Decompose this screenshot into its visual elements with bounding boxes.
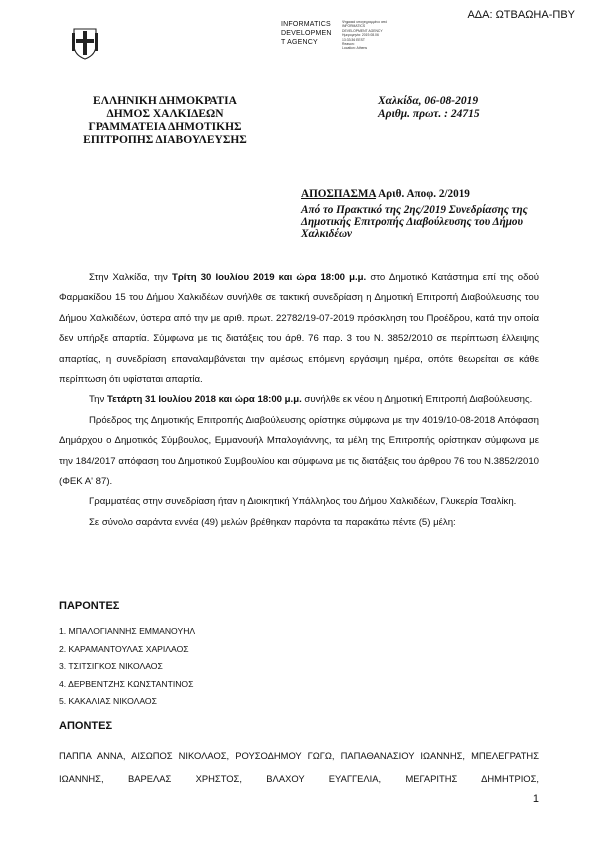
- signature-details: Ψηφιακά υπογεγραμμένο από INFORMATICS DEVELOPMENT AGENCY Ημερομηνία: 2019.08.06 13:33:36 EEST Reason: Location: Athens: [342, 20, 388, 51]
- extract-label: ΑΠΟΣΠΑΣΜΑ: [301, 188, 376, 200]
- document-body: [59, 268, 539, 533]
- present-heading: ΠΑΡΟΝΤΕΣ: [59, 600, 120, 612]
- list-item: 3. ΤΣΙΤΣΙΓΚΟΣ ΝΙΚΟΛΑΟΣ: [59, 661, 163, 672]
- present-list: [59, 623, 195, 711]
- extract-title: [301, 188, 541, 240]
- absent-heading: ΑΠΟΝΤΕΣ: [59, 720, 113, 732]
- paragraph-4: Γραμματέας στην συνεδρίαση ήταν η Διοικητική Υπάλληλος του Δήμου Χαλκιδέων, Γλυκερία Τσαλίκη.: [89, 496, 517, 508]
- list-item: 1. ΜΠΑΛΟΓΙΑΝΝΗΣ ΕΜΜΑΝΟΥΗΛ: [59, 626, 196, 636]
- paragraph-5: Σε σύνολο σαράντα εννέα (49) μελών βρέθηκαν παρόντα τα παρακάτω πέντε (5) μέλη:: [89, 516, 456, 528]
- absent-list: ΠΑΠΠΑ ΑΝΝΑ, ΑΙΣΩΠΟΣ ΝΙΚΟΛΑΟΣ, ΡΟΥΣΟΔΗΜΟΥ ΓΩΓΩ, ΠΑΠΑΘΑΝΑΣΙΟΥ ΙΩΑΝΝΗΣ, ΜΠΕΛΕΓΡΑΤΗΣ ΙΩΑΝΝΗΣ, ΒΑΡΕΛΑΣ ΧΡΗΣΤΟΣ, ΒΛΑΧΟΥ ΕΥΑΓΓΕΛΙΑ, ΜΕΓΑΡΙΤΗΣ ΔΗΜΗΤΡΙΟΣ,: [59, 750, 539, 784]
- protocol-number: Αριθμ. πρωτ. : 24715: [378, 108, 480, 120]
- document-date: Χαλκίδα, 06-08-2019: [378, 95, 479, 107]
- extract-subtitle: Από το Πρακτικό της 2ης/2019 Συνεδρίασης της Δημοτικής Επιτροπής Διαβούλευσης του Δήμου Χαλκιδέων: [301, 204, 528, 240]
- date-protocol: [378, 95, 480, 121]
- decision-number: Αριθ. Αποφ. 2/2019: [375, 188, 470, 200]
- paragraph-2: Την Τετάρτη 31 Ιουλίου 2018 και ώρα 18:00 μ.μ. συνήλθε εκ νέου η Δημοτική Επιτροπή Διαβούλευσης.: [89, 394, 533, 406]
- ada-code: ΑΔΑ: ΩΤΒΑΩΗΑ-ΠΒΥ: [467, 9, 575, 21]
- page-number: 1: [532, 793, 539, 805]
- issuer-header: ΕΛΛΗΝΙΚΗ ΔΗΜΟΚΡΑΤΙΑ ΔΗΜΟΣ ΧΑΛΚΙΔΕΩΝ ΓΡΑΜΜΑΤΕΙΑ ΔΗΜΟΤΙΚΗΣ ΕΠΙΤΡΟΠΗΣ ΔΙΑΒΟΥΛΕΥΣΗΣ: [83, 95, 247, 146]
- list-item: 5. ΚΑΚΑΛΙΑΣ ΝΙΚΟΛΑΟΣ: [59, 696, 157, 707]
- greek-emblem-icon: [68, 25, 102, 61]
- list-item: 2. ΚΑΡΑΜΑΝΤΟΥΛΑΣ ΧΑΡΙΛΑΟΣ: [59, 643, 189, 654]
- signature-agency: INFORMATICS DEVELOPMEN T AGENCY: [281, 21, 332, 46]
- paragraph-3: Πρόεδρος της Δημοτικής Επιτροπής Διαβούλευσης ορίστηκε σύμφωνα με την 4019/10-08-2018 Απόφαση Δημάρχου ο Δημοτικός Σύμβουλος, Εμμανουήλ Μπαλογιάννης, τα μέλη της Επιτροπής ορίστηκαν σύμφωνα με την 184/2017 απόφαση του Δημοτικού Συμβουλίου και σύμφωνα με τις διατάξεις του άρθρου 76 του Ν.3852/2010 (ΦΕΚ Α' 87).: [59, 414, 539, 488]
- paragraph-1: Στην Χαλκίδα, την Τρίτη 30 Ιουλίου 2019 και ώρα 18:00 μ.μ. στο Δημοτικό Κατάστημα επί της οδού Φαρμακίδου 15 του Δήμου Χαλκιδέων συνήλθε σε τακτική συνεδρίαση η Δημοτική Επιτροπή Διαβούλευσης του Δήμου Χαλκιδέων, ύστερα από την με αριθ. πρωτ. 22782/19-07-2019 πρόσκληση του Προέδρου, κατά την οποία δεν υπήρξε απαρτία. Σύμφωνα με τις διατάξεις του άρθ. 76 παρ. 3 του Ν. 3852/2010 σε περίπτωση έλλειψης απαρτίας, η συνεδρίαση επαναλαμβάνεται την αμέσως επόμενη εργάσιμη ημέρα, οπότε θεωρείται σε κάθε περίπτωση ότι υφίσταται απαρτία.: [59, 272, 540, 386]
- list-item: 4. ΔΕΡΒΕΝΤΖΗΣ ΚΩΝΣΤΑΝΤΙΝΟΣ: [59, 678, 194, 689]
